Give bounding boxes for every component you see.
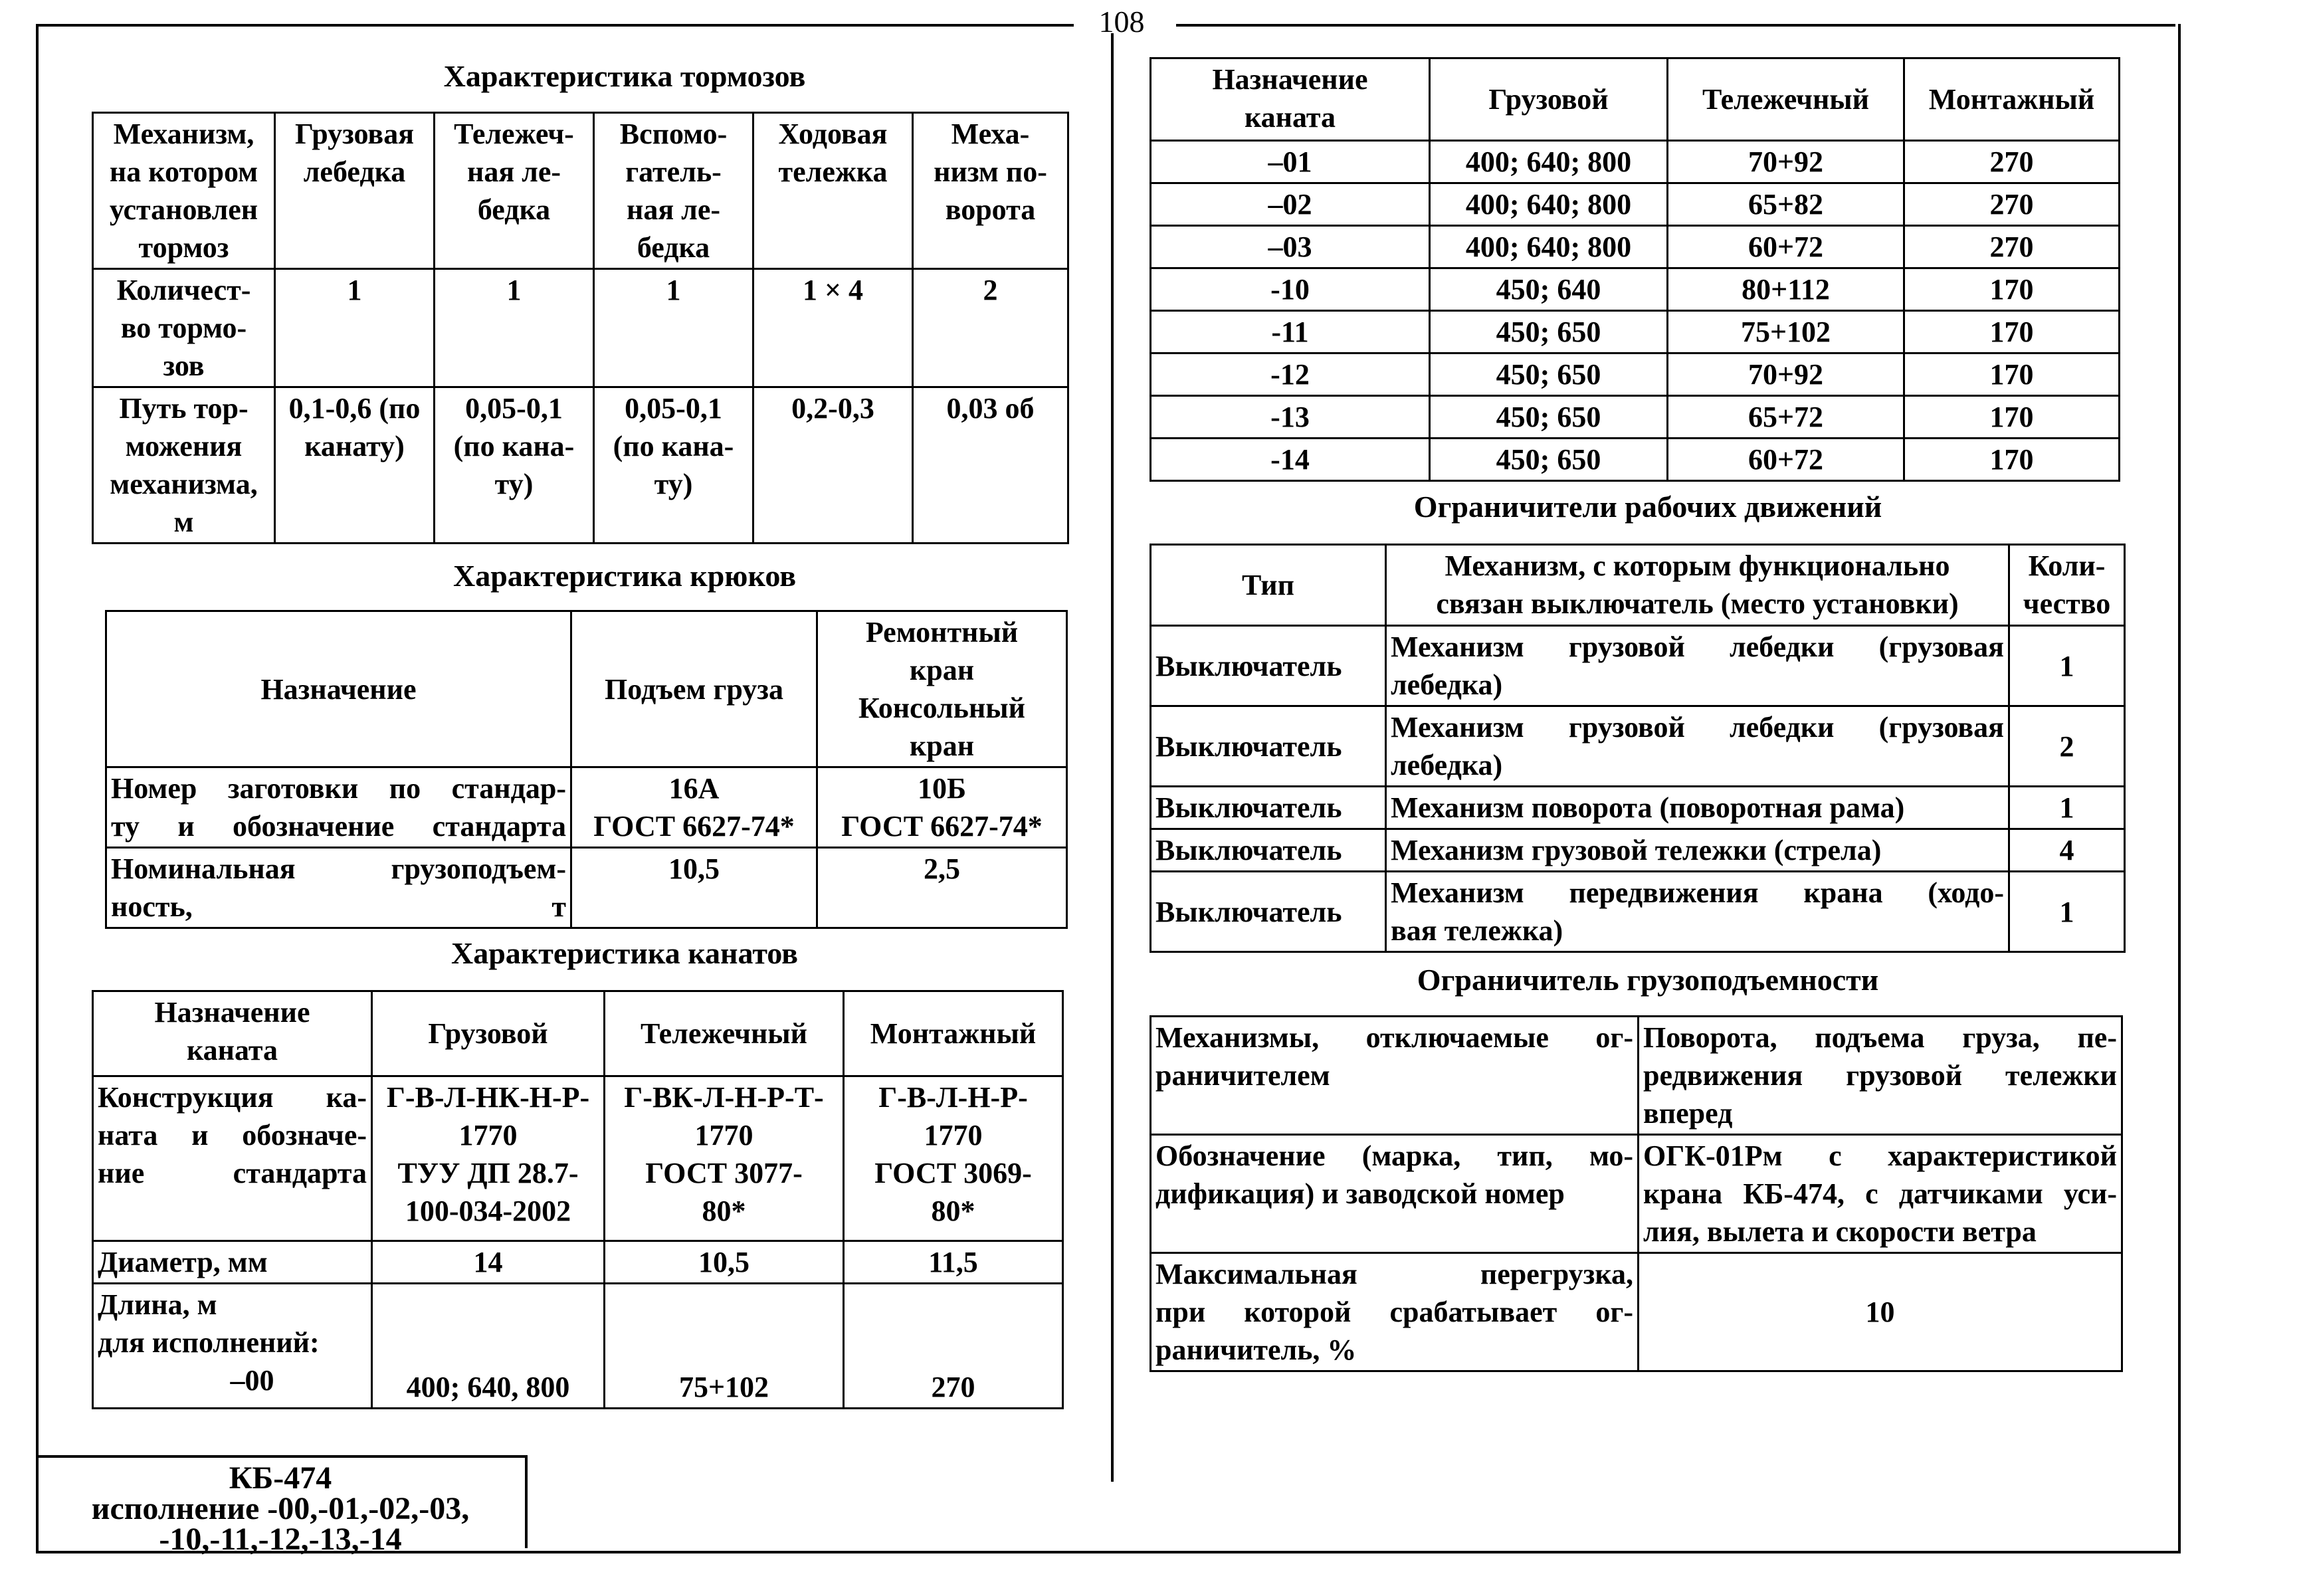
hooks-row-label <box>106 848 571 928</box>
cell-line: 0,1-0,6 (по <box>288 392 421 425</box>
cell-line: (по кана- <box>613 430 734 462</box>
stamp-line: -10,-11,-12,-13,-14 <box>159 1522 402 1557</box>
ropes-cont-value: 80+112 <box>1668 268 1904 311</box>
cell-line: 100-034-2002 <box>405 1195 571 1227</box>
ropes-cont-value: 270 <box>1904 141 2120 183</box>
ropes-cont-row <box>1151 396 2120 439</box>
ropes-cont-body <box>1151 141 2120 481</box>
hooks-table <box>105 610 1068 929</box>
ropes-col-header: Тележечный <box>605 991 844 1076</box>
ropes-table <box>92 990 1064 1409</box>
ropes-cont-col-header: Грузовой <box>1430 58 1668 141</box>
cell-line: 80* <box>702 1195 746 1227</box>
cell-line: Путь тор- <box>119 392 249 425</box>
limiters-row <box>1151 872 2125 952</box>
limiter-count: 4 <box>2009 829 2125 872</box>
cell-line: бедка <box>637 231 710 264</box>
cell-line: гатель- <box>625 155 722 188</box>
cell-line: Механизм, <box>113 118 254 150</box>
cell-line: Г-В-Л-НК-Н-Р- <box>386 1081 590 1114</box>
limiters-row <box>1151 626 2125 706</box>
ropes-cont-value: 60+72 <box>1668 226 1904 268</box>
ropes-cont-row <box>1151 311 2120 353</box>
limiters-row <box>1151 706 2125 787</box>
ropes-header-row <box>93 991 1063 1076</box>
limiters-header-row <box>1151 545 2125 626</box>
cell-line: Назначение <box>1212 63 1368 96</box>
brakes-table <box>92 112 1069 544</box>
cell-line: Механизм, с которым функционально <box>1445 549 1950 582</box>
cell-line: Меха- <box>951 118 1030 150</box>
brakes-path-row <box>93 387 1068 544</box>
brakes-path-value <box>275 387 435 544</box>
cell-line: м <box>173 506 194 538</box>
ropes-cont-value: 65+82 <box>1668 183 1904 226</box>
cell-line: низм по- <box>934 155 1047 188</box>
cell-line: ту) <box>494 468 534 500</box>
ropes-diameter-value: 11,5 <box>844 1241 1063 1284</box>
ropes-diameter-value: 14 <box>372 1241 605 1284</box>
cell-line: 1770 <box>458 1119 518 1151</box>
limiters-title: Ограничители рабочих движений <box>1413 490 1882 524</box>
cell-line: 0,2-0,3 <box>791 392 874 425</box>
load-limiter-title: Ограничитель грузоподъемности <box>1417 963 1879 997</box>
ropes-cont-header-row <box>1151 58 2120 141</box>
limiters-mechanism-header <box>1386 545 2009 626</box>
cell-line: Номинальная грузоподъем- <box>111 852 566 885</box>
ropes-cont-table <box>1150 57 2120 482</box>
title-stamp <box>36 1455 528 1557</box>
ropes-cont-variant: -14 <box>1151 439 1430 481</box>
limiter-type: Выключатель <box>1151 706 1386 787</box>
top-rule-right <box>1176 24 2175 27</box>
hooks-title: Характеристика крюков <box>452 559 797 593</box>
ropes-cont-row <box>1151 226 2120 268</box>
ropes-cont-value: 400; 640; 800 <box>1430 141 1668 183</box>
cell-line: Механизм грузовой лебедки (грузовая <box>1391 711 2004 744</box>
ropes-cont-value: 170 <box>1904 439 2120 481</box>
ropes-cont-col-header: Монтажный <box>1904 58 2120 141</box>
cell-line: 16А <box>668 772 720 805</box>
brakes-title: Характеристика тормозов <box>443 59 806 93</box>
ropes-cont-value: 70+92 <box>1668 353 1904 396</box>
cell-line: кран <box>909 654 975 686</box>
ropes-col-header: Грузовой <box>372 991 605 1076</box>
limiter-count: 1 <box>2009 872 2125 952</box>
cell-line: ние стандарта <box>98 1157 367 1189</box>
ropes-cont-variant: -12 <box>1151 353 1430 396</box>
cell-line: Г-В-Л-Н-Р- <box>878 1081 1028 1114</box>
cell-line: Назначение <box>154 996 310 1029</box>
limiters-row <box>1151 787 2125 829</box>
ropes-cont-value: 270 <box>1904 226 2120 268</box>
limiter-mechanism <box>1386 626 2009 706</box>
brakes-path-value <box>594 387 753 544</box>
load-limiter-body <box>1151 1017 2122 1371</box>
cell-line: каната <box>186 1034 278 1066</box>
limiter-count: 2 <box>2009 706 2125 787</box>
cell-line: 0,03 об <box>946 392 1035 425</box>
cell-line: ГОСТ 6627-74* <box>841 810 1043 843</box>
limiters-count-header <box>2009 545 2125 626</box>
load-limiter-row <box>1151 1135 2122 1253</box>
hooks-row <box>106 848 1067 928</box>
brakes-path-value <box>435 387 594 544</box>
limiter-type: Выключатель <box>1151 872 1386 952</box>
hooks-row <box>106 767 1067 848</box>
ropes-cont-row <box>1151 141 2120 183</box>
load-limiter-row <box>1151 1253 2122 1371</box>
cell-line: механизма, <box>110 468 258 500</box>
ropes-length-label-line: Длина, м <box>98 1288 217 1321</box>
cell-line: при которой срабатывает ог- <box>1155 1296 1633 1328</box>
cell-line: ОГК-01Рм с характеристикой <box>1643 1140 2117 1172</box>
ropes-diameter-label: Диаметр, мм <box>93 1241 372 1284</box>
cell-line: Вспомо- <box>619 118 728 150</box>
cell-line: ГОСТ 3077- <box>645 1157 803 1189</box>
cell-line: Г-ВК-Л-Н-Р-Т- <box>624 1081 824 1114</box>
cell-line: ная ле- <box>626 193 721 226</box>
ropes-length-label-line: для исполнений: <box>98 1326 320 1359</box>
cell-line: 80* <box>931 1195 975 1227</box>
brakes-header-row <box>93 113 1068 269</box>
cell-line: вая тележка) <box>1391 914 1563 947</box>
ropes-diameter-row <box>93 1241 1063 1284</box>
cell-line: Количест- <box>116 274 251 306</box>
cell-line: Механизмы, отключаемые ог- <box>1155 1021 1633 1054</box>
load-limiter-table <box>1150 1015 2123 1372</box>
ropes-cont-value: 170 <box>1904 268 2120 311</box>
cell-line: Механизм грузовой тележки (стрела) <box>1391 834 1882 866</box>
hooks-repair-header <box>817 611 1067 767</box>
cell-line: ту) <box>654 468 693 500</box>
load-limiter-label <box>1151 1253 1639 1371</box>
hooks-purpose-header: Назначение <box>106 611 571 767</box>
brakes-count-value: 2 <box>913 269 1068 387</box>
cell-line: установлен <box>109 193 258 226</box>
brakes-header-cell <box>913 113 1068 269</box>
brakes-header-cell <box>93 113 275 269</box>
brakes-header-cell <box>594 113 753 269</box>
cell-line: чество <box>2023 587 2111 620</box>
limiter-type: Выключатель <box>1151 626 1386 706</box>
ropes-cont-value: 450; 650 <box>1430 396 1668 439</box>
ropes-cont-value: 65+72 <box>1668 396 1904 439</box>
limiters-table <box>1150 544 2126 953</box>
ropes-cont-value: 400; 640; 800 <box>1430 226 1668 268</box>
brakes-header-cell <box>435 113 594 269</box>
cell-line: ГОСТ 6627-74* <box>593 810 795 843</box>
cell-line: бедка <box>477 193 551 226</box>
cell-line: ная ле- <box>466 155 561 188</box>
ropes-cont-row <box>1151 353 2120 396</box>
cell-line: Максимальная перегрузка, <box>1155 1258 1633 1290</box>
limiter-mechanism <box>1386 829 2009 872</box>
cell-line: 0,05-0,1 <box>625 392 722 425</box>
cell-line: крана КБ-474, с датчиками уси- <box>1643 1177 2117 1210</box>
ropes-title: Характеристика канатов <box>450 936 799 970</box>
cell-line: Коли- <box>2028 549 2106 582</box>
cell-line: Ходовая <box>778 118 888 150</box>
ropes-cont-col-header: Тележечный <box>1668 58 1904 141</box>
cell-line: 0,05-0,1 <box>465 392 563 425</box>
limiters-type-header: Тип <box>1151 545 1386 626</box>
ropes-construction-value <box>844 1076 1063 1241</box>
cell-line: Механизм грузовой лебедки (грузовая <box>1391 631 2004 663</box>
brakes-count-value: 1 <box>435 269 594 387</box>
ropes-cont-value: 70+92 <box>1668 141 1904 183</box>
brakes-count-value: 1 <box>594 269 753 387</box>
ropes-cont-row <box>1151 268 2120 311</box>
ropes-cont-value: 450; 650 <box>1430 353 1668 396</box>
ropes-cont-value: 60+72 <box>1668 439 1904 481</box>
ropes-cont-value: 75+102 <box>1668 311 1904 353</box>
cell-line: ность, т <box>111 890 566 923</box>
cell-line: лия, вылета и скорости ветра <box>1643 1215 2037 1248</box>
stamp-line: КБ-474 <box>229 1460 332 1496</box>
ropes-cont-value: 450; 640 <box>1430 268 1668 311</box>
cell-line: канату) <box>304 430 405 462</box>
cell-line: Конструкция ка- <box>98 1081 367 1114</box>
ropes-cont-variant: -11 <box>1151 311 1430 353</box>
hooks-row-value: 10,5 <box>571 848 817 928</box>
brakes-count-value: 1 <box>275 269 435 387</box>
cell-line: на котором <box>109 155 258 188</box>
cell-line: кран <box>909 730 975 762</box>
ropes-cont-variant: -10 <box>1151 268 1430 311</box>
ropes-cont-value: 170 <box>1904 311 2120 353</box>
cell-line: (по кана- <box>453 430 575 462</box>
load-limiter-value <box>1639 1253 2122 1371</box>
top-rule-left <box>36 24 1074 27</box>
brakes-count-label <box>93 269 275 387</box>
ropes-cont-value: 170 <box>1904 396 2120 439</box>
hooks-row-label <box>106 767 571 848</box>
ropes-cont-variant: –03 <box>1151 226 1430 268</box>
cell-line: раничитель, % <box>1155 1334 1357 1366</box>
cell-line: Механизм передвижения крана (ходо- <box>1391 876 2004 909</box>
ropes-length-value: 270 <box>844 1284 1063 1409</box>
ropes-construction-value <box>605 1076 844 1241</box>
cell-line: Тележеч- <box>454 118 574 150</box>
limiter-type: Выключатель <box>1151 829 1386 872</box>
ropes-cont-value: 270 <box>1904 183 2120 226</box>
brakes-count-row <box>93 269 1068 387</box>
cell-line: ната и обозначе- <box>98 1119 367 1151</box>
cell-line: 10Б <box>917 772 967 805</box>
cell-line: зов <box>163 349 205 382</box>
ropes-construction-label <box>93 1076 372 1241</box>
ropes-length-label <box>93 1284 372 1409</box>
hooks-row-value: 2,5 <box>817 848 1067 928</box>
load-limiter-row <box>1151 1017 2122 1135</box>
cell-line: редвижения грузовой тележки <box>1643 1059 2117 1092</box>
load-limiter-label <box>1151 1135 1639 1253</box>
cell-line: ворота <box>945 193 1036 226</box>
cell-line: ту и обозначение стандарта <box>111 810 566 843</box>
hooks-row-value <box>571 767 817 848</box>
cell-line: во тормо- <box>120 312 247 344</box>
load-limiter-value <box>1639 1135 2122 1253</box>
cell-line: Грузовая <box>294 118 414 150</box>
hooks-lift-header: Подъем груза <box>571 611 817 767</box>
ropes-length-value: 400; 640, 800 <box>372 1284 605 1409</box>
cell-line: Механизм поворота (поворотная рама) <box>1391 791 1905 824</box>
stamp-line: исполнение -00,-01,-02,-03, <box>91 1491 470 1526</box>
cell-line: каната <box>1244 101 1336 134</box>
limiter-mechanism <box>1386 706 2009 787</box>
ropes-construction-row <box>93 1076 1063 1241</box>
ropes-cont-variant: –02 <box>1151 183 1430 226</box>
cell-line: Ремонтный <box>865 616 1019 648</box>
ropes-cont-value: 450; 650 <box>1430 439 1668 481</box>
brakes-count-value: 1 × 4 <box>753 269 913 387</box>
cell-line: вперед <box>1643 1097 1733 1130</box>
cell-line: лебедка) <box>1391 668 1503 701</box>
brakes-path-value <box>913 387 1068 544</box>
limiter-count: 1 <box>2009 787 2125 829</box>
brakes-header-cell <box>275 113 435 269</box>
ropes-length-row <box>93 1284 1063 1409</box>
ropes-length-value: 75+102 <box>605 1284 844 1409</box>
cell-line: раничителем <box>1155 1059 1330 1092</box>
brakes-path-label <box>93 387 275 544</box>
cell-line: ТУУ ДП 28.7- <box>397 1157 579 1189</box>
cell-line: 1770 <box>694 1119 753 1151</box>
limiters-row <box>1151 829 2125 872</box>
ropes-cont-variant: –01 <box>1151 141 1430 183</box>
brakes-path-value <box>753 387 913 544</box>
hooks-header-row <box>106 611 1067 767</box>
page-number: 108 <box>1098 5 1145 39</box>
cell-line: дификация) и заводской номер <box>1155 1177 1565 1210</box>
cell-line: тормоз <box>138 231 229 264</box>
ropes-cont-value: 450; 650 <box>1430 311 1668 353</box>
cell-line: можения <box>125 430 243 462</box>
brakes-header-cell <box>753 113 913 269</box>
limiter-type: Выключатель <box>1151 787 1386 829</box>
ropes-col-header: Монтажный <box>844 991 1063 1076</box>
ropes-length-label-line: –00 <box>230 1364 274 1397</box>
cell-line: 1770 <box>924 1119 983 1151</box>
cell-line: лебедка) <box>1391 749 1503 781</box>
ropes-cont-purpose-header <box>1151 58 1430 141</box>
column-divider <box>1111 33 1114 1482</box>
limiter-mechanism <box>1386 787 2009 829</box>
ropes-purpose-header <box>93 991 372 1076</box>
cell-line: 10 <box>1865 1296 1895 1328</box>
ropes-construction-value <box>372 1076 605 1241</box>
cell-line: лебедка <box>303 155 406 188</box>
limiter-mechanism <box>1386 872 2009 952</box>
ropes-cont-value: 170 <box>1904 353 2120 396</box>
hooks-row-value <box>817 767 1067 848</box>
ropes-cont-row <box>1151 439 2120 481</box>
cell-line: Номер заготовки по стандар- <box>111 772 566 805</box>
cell-line: Консольный <box>858 692 1026 724</box>
cell-line: Обозначение (марка, тип, мо- <box>1155 1140 1633 1172</box>
load-limiter-label <box>1151 1017 1639 1135</box>
cell-line: ГОСТ 3069- <box>874 1157 1032 1189</box>
limiters-body <box>1151 626 2125 952</box>
cell-line: связан выключатель (место установки) <box>1436 587 1959 620</box>
load-limiter-value <box>1639 1017 2122 1135</box>
ropes-cont-variant: -13 <box>1151 396 1430 439</box>
limiter-count: 1 <box>2009 626 2125 706</box>
ropes-diameter-value: 10,5 <box>605 1241 844 1284</box>
ropes-cont-row <box>1151 183 2120 226</box>
cell-line: тележка <box>778 155 888 188</box>
cell-line: Поворота, подъема груза, пе- <box>1643 1021 2117 1054</box>
ropes-cont-value: 400; 640; 800 <box>1430 183 1668 226</box>
